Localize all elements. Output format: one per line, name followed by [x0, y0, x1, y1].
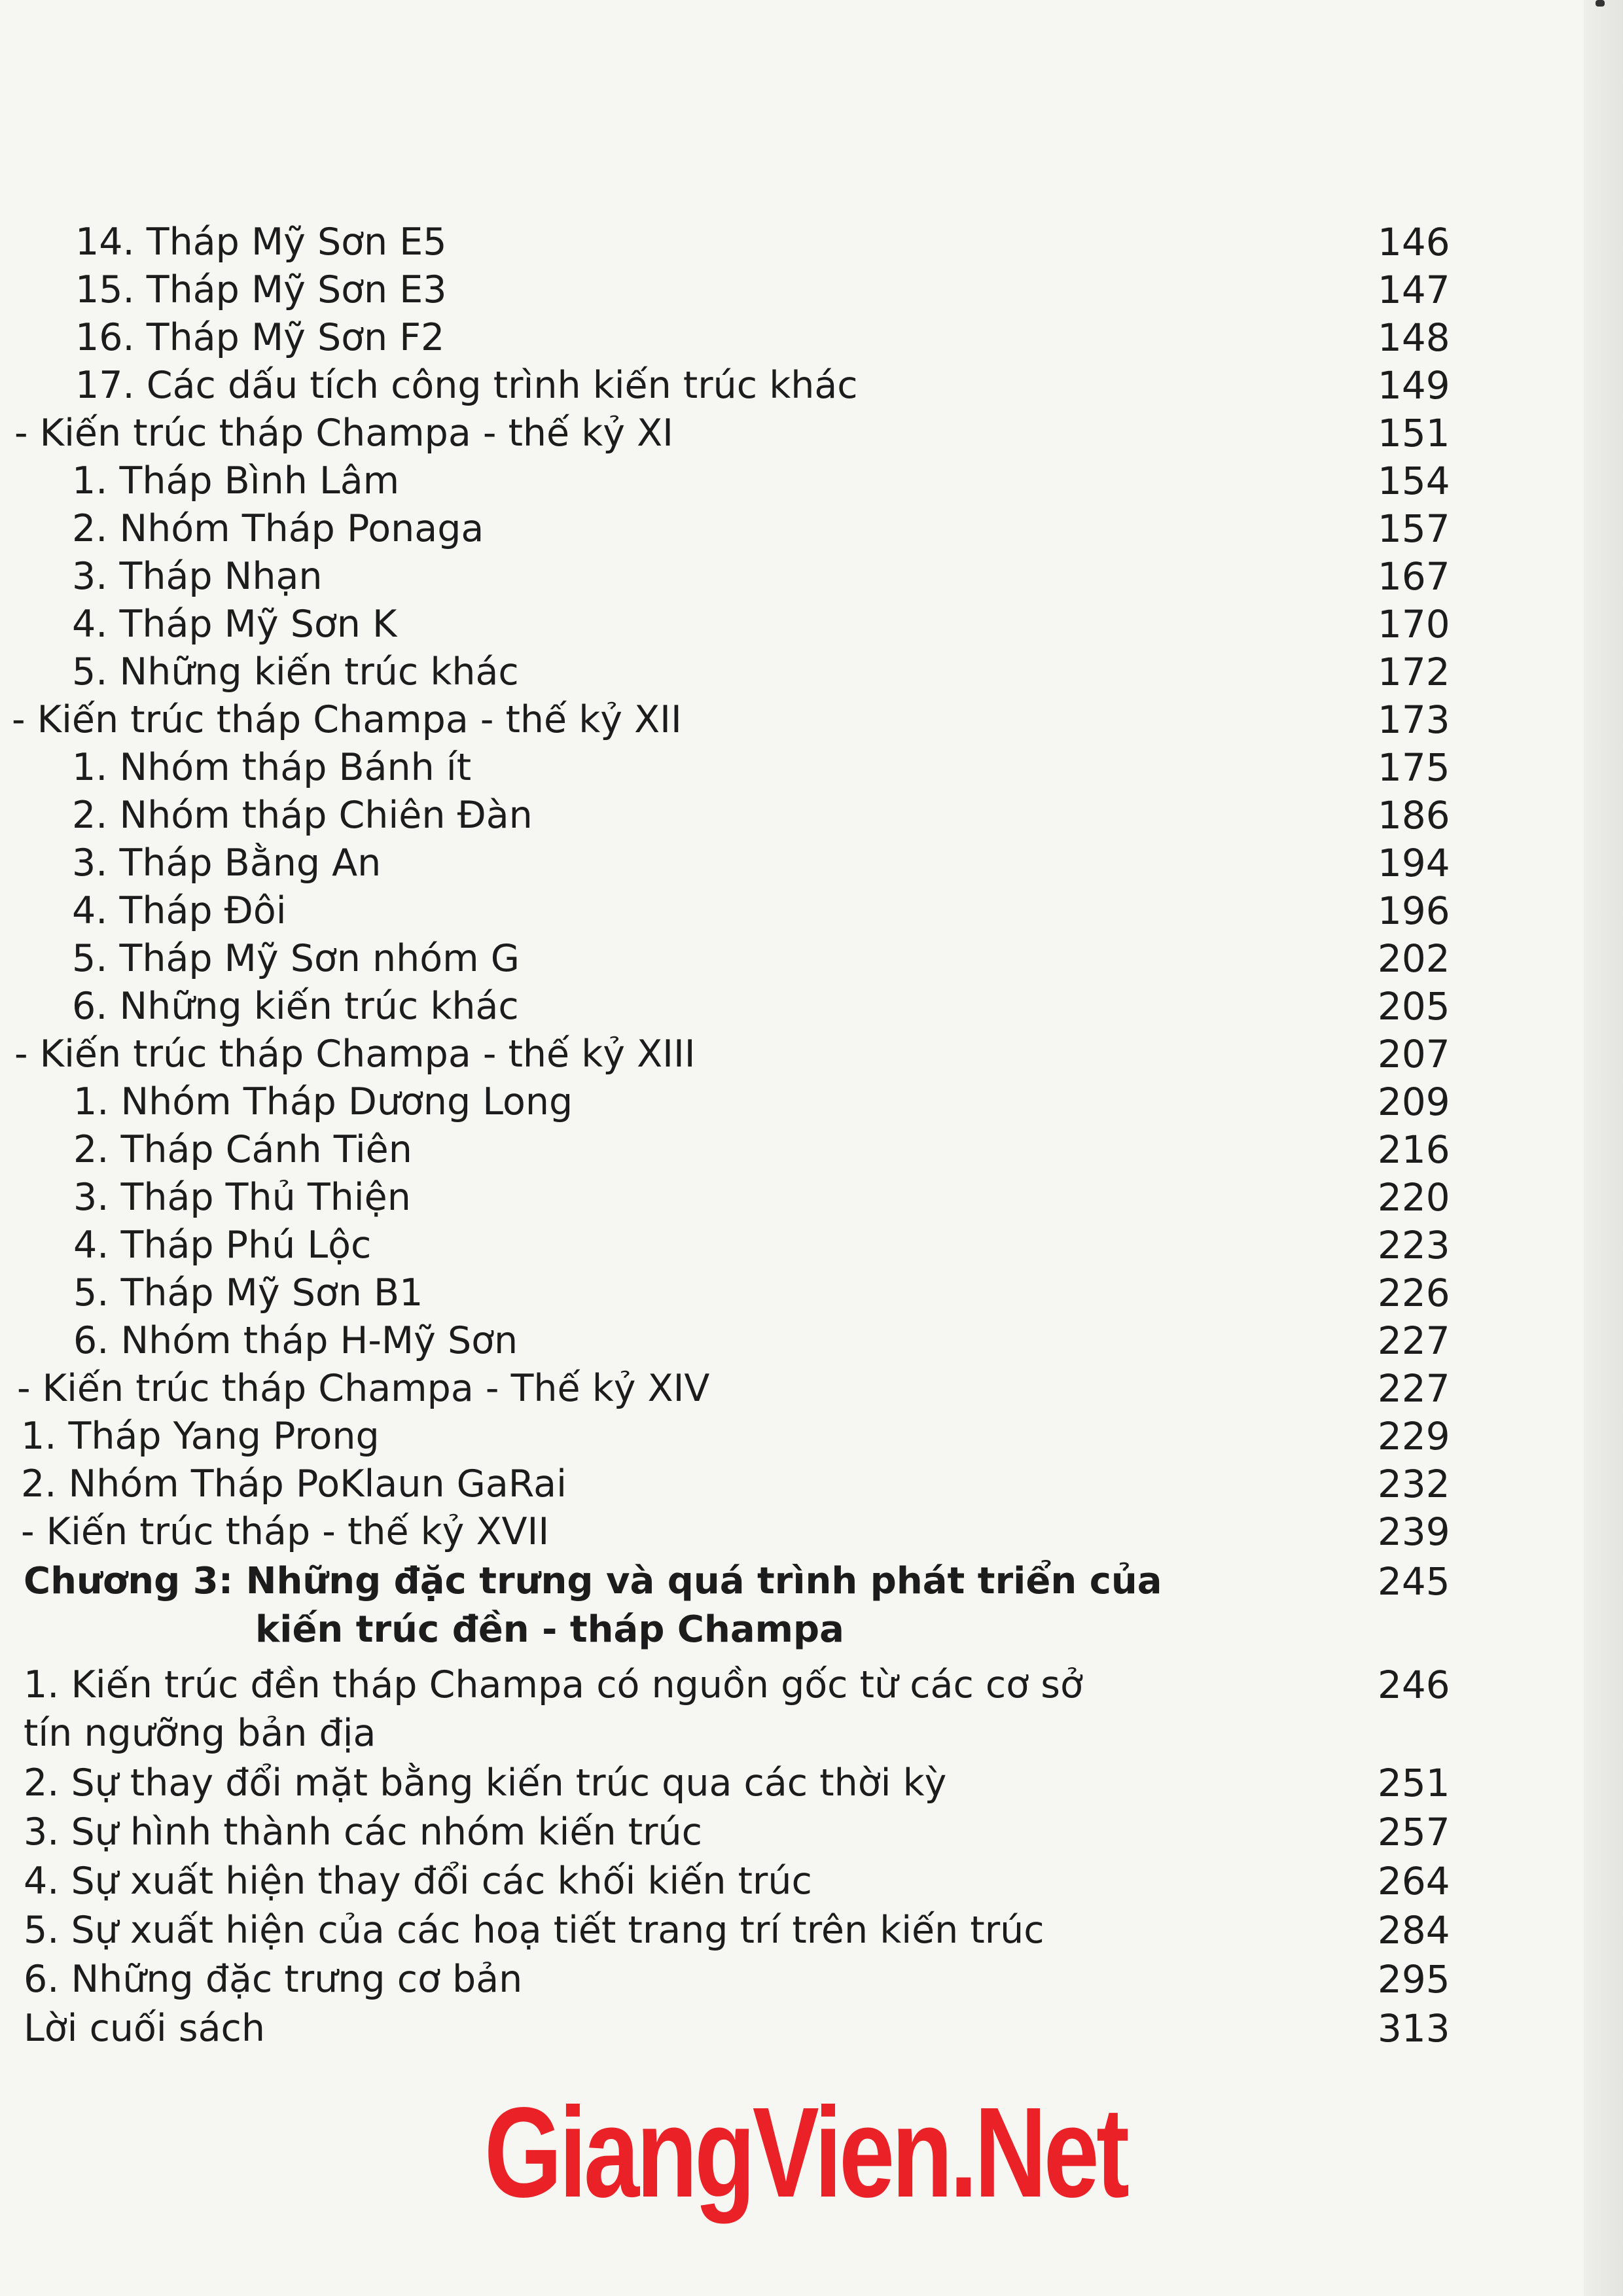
toc-entry-page: 157: [1378, 506, 1450, 551]
toc-section-title: - Kiến trúc tháp Champa - thế kỷ XI: [14, 412, 673, 455]
toc-entry-page: 245: [1378, 1559, 1450, 1604]
toc-entry-page: 216: [1378, 1127, 1450, 1172]
toc-entry-title: 2. Nhóm Tháp PoKlaun GaRai: [21, 1462, 567, 1506]
page-edge-shadow: [1584, 0, 1623, 2296]
toc-entry-title: 1. Nhóm Tháp Dương Long: [73, 1080, 573, 1123]
toc-entry-title: 2. Nhóm Tháp Ponaga: [72, 507, 484, 550]
toc-entry-title: 4. Tháp Phú Lộc: [73, 1224, 372, 1267]
toc-entry-title: 4. Tháp Mỹ Sơn K: [72, 603, 397, 646]
toc-entry-title: 5. Tháp Mỹ Sơn B1: [73, 1271, 423, 1315]
chapter-label: Chương 3:: [24, 1560, 234, 1602]
toc-entry-page: 173: [1378, 698, 1450, 742]
toc-entry-page: 226: [1378, 1271, 1450, 1315]
toc-entry-page: 167: [1378, 554, 1450, 599]
toc-entry-page: 251: [1378, 1761, 1450, 1805]
toc-entry-page: 264: [1378, 1859, 1450, 1903]
toc-entry-page: 205: [1378, 984, 1450, 1029]
toc-entry-page: 202: [1378, 936, 1450, 981]
scan-speck: [1596, 0, 1605, 7]
toc-entry-title: Lời cuối sách: [24, 2007, 265, 2050]
toc-entry-page: 146: [1378, 220, 1450, 264]
toc-entry-page: 154: [1378, 459, 1450, 503]
toc-entry-page: 220: [1378, 1175, 1450, 1220]
toc-entry-page: 284: [1378, 1908, 1450, 1952]
toc-entry-title: 4. Sự xuất hiện thay đổi các khối kiến trúc: [24, 1860, 812, 1903]
toc-entry-title-continued: tín ngưỡng bản địa: [24, 1712, 376, 1755]
toc-entry-title: 6. Những đặc trưng cơ bản: [24, 1958, 523, 2001]
toc-entry-page: 209: [1378, 1080, 1450, 1124]
toc-entry-title: 3. Tháp Nhạn: [72, 555, 323, 598]
toc-entry-page: 246: [1378, 1663, 1450, 1707]
toc-entry-page: 147: [1378, 268, 1450, 312]
watermark-text: GiangVien.Net: [484, 2081, 1127, 2224]
toc-entry-page: 175: [1378, 745, 1450, 790]
toc-entry-title: 3. Tháp Bằng An: [72, 841, 382, 885]
toc-entry-title: 1. Kiến trúc đền tháp Champa có nguồn gốc từ các cơ sở: [24, 1663, 1083, 1706]
toc-entry-title: 2. Tháp Cánh Tiên: [73, 1128, 412, 1171]
toc-entry-title: 6. Nhóm tháp H-Mỹ Sơn: [73, 1319, 518, 1362]
toc-section-title: - Kiến trúc tháp - thế kỷ XVII: [21, 1510, 550, 1553]
toc-entry-title: 5. Tháp Mỹ Sơn nhóm G: [72, 937, 520, 980]
toc-entry-page: 223: [1378, 1223, 1450, 1267]
toc-entry-page: 148: [1378, 315, 1450, 360]
toc-entry-title: 1. Tháp Bình Lâm: [72, 459, 400, 503]
toc-entry-title: 17. Các dấu tích công trình kiến trúc khác: [75, 364, 858, 407]
toc-section-title: - Kiến trúc tháp Champa - thế kỷ XIII: [14, 1033, 696, 1076]
toc-entry-page: 151: [1378, 411, 1450, 455]
toc-entry-page: 196: [1378, 889, 1450, 933]
toc-entry-page: 227: [1378, 1366, 1450, 1411]
toc-entry-title: 15. Tháp Mỹ Sơn E3: [75, 268, 447, 311]
toc-section-title: - Kiến trúc tháp Champa - Thế kỷ XIV: [17, 1367, 710, 1410]
chapter-title-line1: Những đặc trưng và quá trình phát triển của: [245, 1560, 1162, 1602]
toc-entry-page: 186: [1378, 793, 1450, 838]
toc-entry-page: 232: [1378, 1462, 1450, 1506]
toc-entry-title: 14. Tháp Mỹ Sơn E5: [75, 221, 447, 264]
toc-section-title: - Kiến trúc tháp Champa - thế kỷ XII: [12, 698, 682, 741]
toc-entry-page: 227: [1378, 1318, 1450, 1363]
toc-entry-title: 5. Những kiến trúc khác: [72, 650, 519, 694]
toc-entry-title: 16. Tháp Mỹ Sơn F2: [75, 316, 445, 359]
toc-entry-title: 3. Tháp Thủ Thiện: [73, 1176, 411, 1219]
toc-entry-title: 5. Sự xuất hiện của các hoạ tiết trang trí trên kiến trúc: [24, 1909, 1044, 1952]
toc-entry-title: 3. Sự hình thành các nhóm kiến trúc: [24, 1810, 702, 1854]
toc-entry-page: 172: [1378, 650, 1450, 694]
toc-entry-page: 229: [1378, 1414, 1450, 1458]
toc-entry-page: 149: [1378, 363, 1450, 408]
toc-entry-title: 1. Tháp Yang Prong: [21, 1415, 380, 1458]
toc-entry-title: 2. Nhóm tháp Chiên Đàn: [72, 794, 533, 837]
toc-entry-page: 257: [1378, 1810, 1450, 1854]
toc-entry-page: 313: [1378, 2006, 1450, 2051]
toc-entry-title: 2. Sự thay đổi mặt bằng kiến trúc qua các thời kỳ: [24, 1761, 947, 1805]
toc-entry-title: 4. Tháp Đôi: [72, 889, 287, 932]
toc-entry-title: 1. Nhóm tháp Bánh ít: [72, 746, 472, 789]
toc-entry-page: 194: [1378, 841, 1450, 885]
toc-entry-page: 170: [1378, 602, 1450, 646]
toc-entry-page: 207: [1378, 1032, 1450, 1076]
toc-entry-page: 239: [1378, 1510, 1450, 1554]
chapter-title-line2: kiến trúc đền - tháp Champa: [255, 1608, 844, 1651]
toc-entry-title: 6. Những kiến trúc khác: [72, 985, 519, 1028]
toc-entry-page: 295: [1378, 1957, 1450, 2002]
